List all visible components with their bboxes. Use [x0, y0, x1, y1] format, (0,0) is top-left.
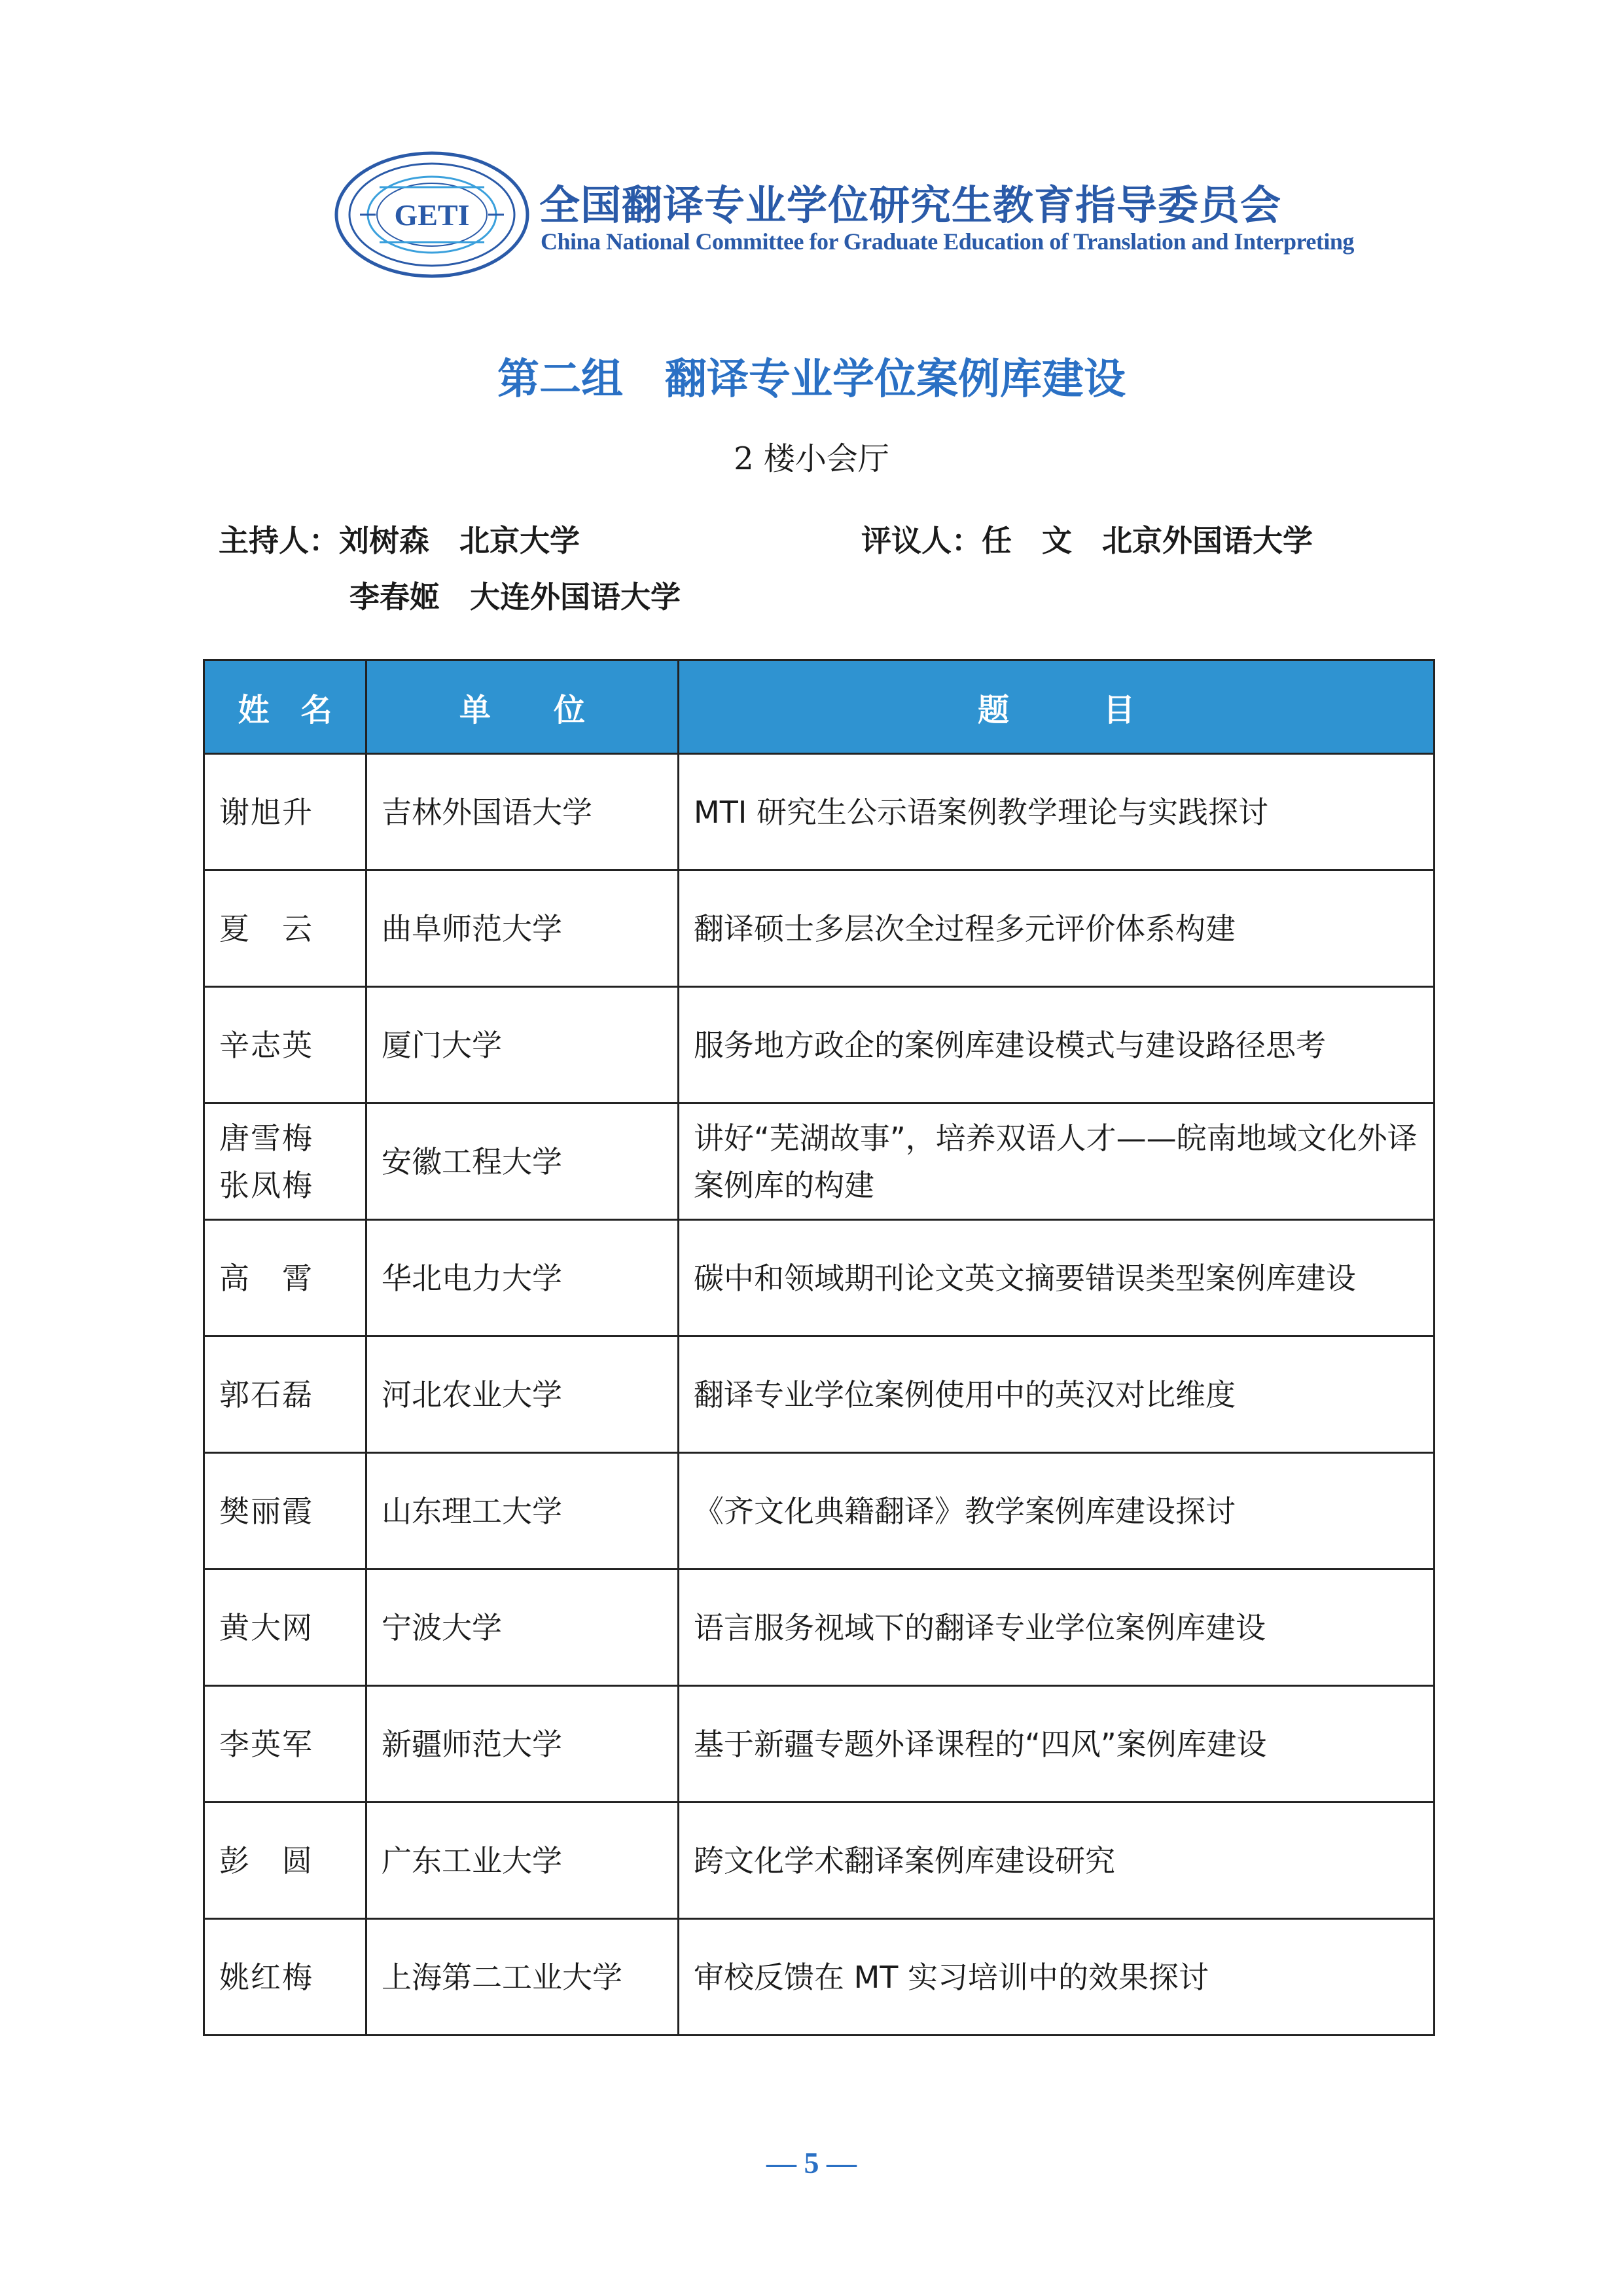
org-name-en: China National Committee for Graduate Education of Translation and Interpreting — [541, 228, 1354, 255]
session-venue: 2 楼小会厅 — [734, 440, 889, 477]
presentation-topic: 语言服务视域下的翻译专业学位案例库建设 — [679, 1570, 1435, 1686]
presenter-name: 彭 圆 — [204, 1803, 366, 1919]
table-row — [204, 1919, 1435, 2036]
column-header-unit: 单 位 — [366, 660, 679, 754]
presentation-topic: 审校反馈在 MT 实习培训中的效果探讨 — [679, 1919, 1435, 2036]
presentation-topic: 翻译专业学位案例使用中的英汉对比维度 — [679, 1336, 1435, 1453]
presenter-unit: 河北农业大学 — [366, 1336, 679, 1453]
presenter-name: 郭石磊 — [204, 1336, 366, 1453]
table-row — [204, 870, 1435, 987]
presentation-topic: 讲好“芜湖故事”，培养双语人才——皖南地域文化外译案例库的构建 — [679, 1103, 1435, 1220]
presentation-table — [203, 659, 1435, 2036]
presentation-topic: 服务地方政企的案例库建设模式与建设路径思考 — [679, 987, 1435, 1103]
table-row — [204, 1336, 1435, 1453]
host-line-second: 李春姬 大连外国语大学 — [349, 579, 681, 615]
presenter-unit: 厦门大学 — [366, 987, 679, 1103]
logo-abbrev: GETI — [394, 198, 470, 232]
presenter-unit: 华北电力大学 — [366, 1220, 679, 1336]
presenter-unit: 广东工业大学 — [366, 1803, 679, 1919]
table-row — [204, 1686, 1435, 1803]
table-header-row — [204, 660, 1435, 754]
presentation-topic: 跨文化学术翻译案例库建设研究 — [679, 1803, 1435, 1919]
presenter-name: 辛志英 — [204, 987, 366, 1103]
session-title: 第二组 翻译专业学位案例库建设 — [497, 355, 1126, 404]
column-header-topic: 题 目 — [679, 660, 1435, 754]
reviewer-line: 评议人：任 文 北京外国语大学 — [861, 523, 1313, 558]
presenter-name: 李英军 — [204, 1686, 366, 1803]
table-row — [204, 1103, 1435, 1220]
column-header-name: 姓 名 — [204, 660, 366, 754]
presentation-topic: 碳中和领域期刊论文英文摘要错误类型案例库建设 — [679, 1220, 1435, 1336]
presenter-unit: 上海第二工业大学 — [366, 1919, 679, 2036]
page-number: — 5 — — [766, 2146, 857, 2179]
table-row — [204, 754, 1435, 870]
presenter-unit: 吉林外国语大学 — [366, 754, 679, 870]
presenter-name: 樊丽霞 — [204, 1453, 366, 1570]
presenter-name: 谢旭升 — [204, 754, 366, 870]
table-row — [204, 1803, 1435, 1919]
presentation-topic: 基于新疆专题外译课程的“四风”案例库建设 — [679, 1686, 1435, 1803]
presenter-name: 姚红梅 — [204, 1919, 366, 2036]
presenter-name: 高 霄 — [204, 1220, 366, 1336]
presenter-unit: 曲阜师范大学 — [366, 870, 679, 987]
presentation-topic: 《齐文化典籍翻译》教学案例库建设探讨 — [679, 1453, 1435, 1570]
presenter-unit: 宁波大学 — [366, 1570, 679, 1686]
presenter-unit: 安徽工程大学 — [366, 1103, 679, 1220]
committee-logo — [334, 149, 1354, 280]
presenter-name: 黄大网 — [204, 1570, 366, 1686]
presenter-name: 夏 云 — [204, 870, 366, 987]
table-row — [204, 1220, 1435, 1336]
org-name-cn: 全国翻译专业学位研究生教育指导委员会 — [539, 181, 1282, 229]
presenter-name: 唐雪梅 张凤梅 — [204, 1103, 366, 1220]
presentation-topic: MTI 研究生公示语案例教学理论与实践探讨 — [679, 754, 1435, 870]
host-line: 主持人：刘树森 北京大学 — [219, 523, 580, 558]
presentation-topic: 翻译硕士多层次全过程多元评价体系构建 — [679, 870, 1435, 987]
table-row — [204, 1570, 1435, 1686]
table-row — [204, 1453, 1435, 1570]
table-row — [204, 987, 1435, 1103]
presenter-unit: 新疆师范大学 — [366, 1686, 679, 1803]
presenter-unit: 山东理工大学 — [366, 1453, 679, 1570]
geti-seal-icon — [334, 149, 530, 280]
